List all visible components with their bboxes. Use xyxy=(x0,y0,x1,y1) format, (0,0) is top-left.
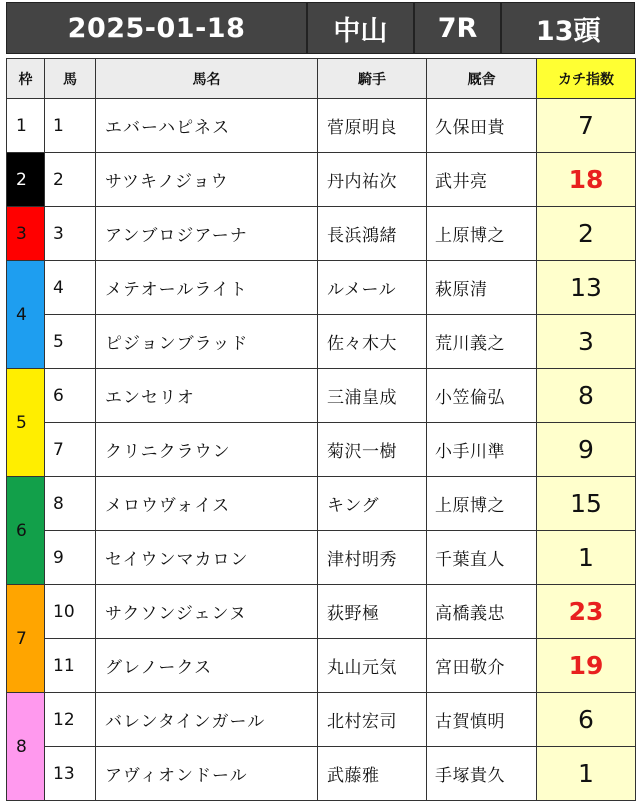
waku-cell: 7 xyxy=(7,585,45,693)
kachi-index-cell: 1 xyxy=(537,747,636,801)
jockey-cell: 武藤雅 xyxy=(318,747,427,801)
col-header-waku: 枠 xyxy=(7,59,45,99)
horse-number-cell: 2 xyxy=(45,153,96,207)
jockey-cell: キング xyxy=(318,477,427,531)
table-row xyxy=(7,261,636,315)
trainer-cell: 小笠倫弘 xyxy=(427,369,537,423)
table-row xyxy=(7,693,636,747)
kachi-index-cell: 19 xyxy=(537,639,636,693)
kachi-index-cell: 2 xyxy=(537,207,636,261)
kachi-index-cell: 8 xyxy=(537,369,636,423)
trainer-cell: 高橋義忠 xyxy=(427,585,537,639)
kachi-index-cell: 6 xyxy=(537,693,636,747)
trainer-cell: 上原博之 xyxy=(427,477,537,531)
kachi-index-cell: 23 xyxy=(537,585,636,639)
waku-cell: 4 xyxy=(7,261,45,369)
jockey-cell: 菊沢一樹 xyxy=(318,423,427,477)
kachi-index-cell: 3 xyxy=(537,315,636,369)
horse-number-cell: 1 xyxy=(45,99,96,153)
horse-number-cell: 5 xyxy=(45,315,96,369)
waku-cell: 8 xyxy=(7,693,45,801)
jockey-cell: 丸山元気 xyxy=(318,639,427,693)
horse-name-cell: エバーハピネス xyxy=(96,99,318,153)
trainer-cell: 小手川準 xyxy=(427,423,537,477)
table-row xyxy=(7,207,636,261)
waku-cell: 5 xyxy=(7,369,45,477)
horse-number-cell: 4 xyxy=(45,261,96,315)
jockey-cell: 三浦皇成 xyxy=(318,369,427,423)
horse-name-cell: エンセリオ xyxy=(96,369,318,423)
table-row xyxy=(7,747,636,801)
header-row xyxy=(7,59,636,99)
col-header-jockey: 騎手 xyxy=(318,59,427,99)
table-row xyxy=(7,423,636,477)
trainer-cell: 古賀慎明 xyxy=(427,693,537,747)
col-header-trainer: 厩舎 xyxy=(427,59,537,99)
trainer-cell: 上原博之 xyxy=(427,207,537,261)
trainer-cell: 千葉直人 xyxy=(427,531,537,585)
waku-cell: 2 xyxy=(7,153,45,207)
horse-name-cell: セイウンマカロン xyxy=(96,531,318,585)
col-header-kachi-index: カチ指数 xyxy=(537,59,636,99)
trainer-cell: 宮田敬介 xyxy=(427,639,537,693)
waku-cell: 6 xyxy=(7,477,45,585)
col-header-uma: 馬 xyxy=(45,59,96,99)
horse-name-cell: サクソンジェンヌ xyxy=(96,585,318,639)
jockey-cell: 荻野極 xyxy=(318,585,427,639)
jockey-cell: ルメール xyxy=(318,261,427,315)
trainer-cell: 手塚貴久 xyxy=(427,747,537,801)
horse-name-cell: アヴィオンドール xyxy=(96,747,318,801)
horse-name-cell: ピジョンブラッド xyxy=(96,315,318,369)
horse-name-cell: アンブロジアーナ xyxy=(96,207,318,261)
trainer-cell: 荒川義之 xyxy=(427,315,537,369)
horse-number-cell: 12 xyxy=(45,693,96,747)
kachi-index-cell: 18 xyxy=(537,153,636,207)
race-header xyxy=(6,2,635,54)
table-row xyxy=(7,369,636,423)
horse-number-cell: 11 xyxy=(45,639,96,693)
kachi-index-cell: 13 xyxy=(537,261,636,315)
kachi-index-cell: 7 xyxy=(537,99,636,153)
entries-table xyxy=(6,58,636,801)
horse-name-cell: バレンタインガール xyxy=(96,693,318,747)
jockey-cell: 菅原明良 xyxy=(318,99,427,153)
horse-number-cell: 13 xyxy=(45,747,96,801)
horse-number-cell: 9 xyxy=(45,531,96,585)
horse-number-cell: 10 xyxy=(45,585,96,639)
jockey-cell: 北村宏司 xyxy=(318,693,427,747)
horse-name-cell: クリニクラウン xyxy=(96,423,318,477)
trainer-cell: 武井亮 xyxy=(427,153,537,207)
horse-number-cell: 8 xyxy=(45,477,96,531)
jockey-cell: 佐々木大 xyxy=(318,315,427,369)
table-row xyxy=(7,585,636,639)
jockey-cell: 長浜鴻緒 xyxy=(318,207,427,261)
kachi-index-cell: 9 xyxy=(537,423,636,477)
waku-cell: 1 xyxy=(7,99,45,153)
trainer-cell: 萩原清 xyxy=(427,261,537,315)
table-row xyxy=(7,99,636,153)
trainer-cell: 久保田貴 xyxy=(427,99,537,153)
horse-number-cell: 7 xyxy=(45,423,96,477)
table-row xyxy=(7,639,636,693)
jockey-cell: 津村明秀 xyxy=(318,531,427,585)
col-header-horse: 馬名 xyxy=(96,59,318,99)
horse-number-cell: 3 xyxy=(45,207,96,261)
table-row xyxy=(7,477,636,531)
horse-name-cell: メロウヴォイス xyxy=(96,477,318,531)
race-date: 2025-01-18 xyxy=(7,3,308,53)
horse-number-cell: 6 xyxy=(45,369,96,423)
race-number: 7R xyxy=(415,3,503,53)
horse-name-cell: サツキノジョウ xyxy=(96,153,318,207)
runner-count: 13頭 xyxy=(535,15,601,47)
kachi-index-cell: 1 xyxy=(537,531,636,585)
horse-name-cell: メテオールライト xyxy=(96,261,318,315)
horse-name-cell: グレノークス xyxy=(96,639,318,693)
table-row xyxy=(7,315,636,369)
waku-cell: 3 xyxy=(7,207,45,261)
kachi-index-cell: 15 xyxy=(537,477,636,531)
table-row xyxy=(7,531,636,585)
race-venue: 中山 xyxy=(308,3,415,53)
table-row xyxy=(7,153,636,207)
jockey-cell: 丹内祐次 xyxy=(318,153,427,207)
